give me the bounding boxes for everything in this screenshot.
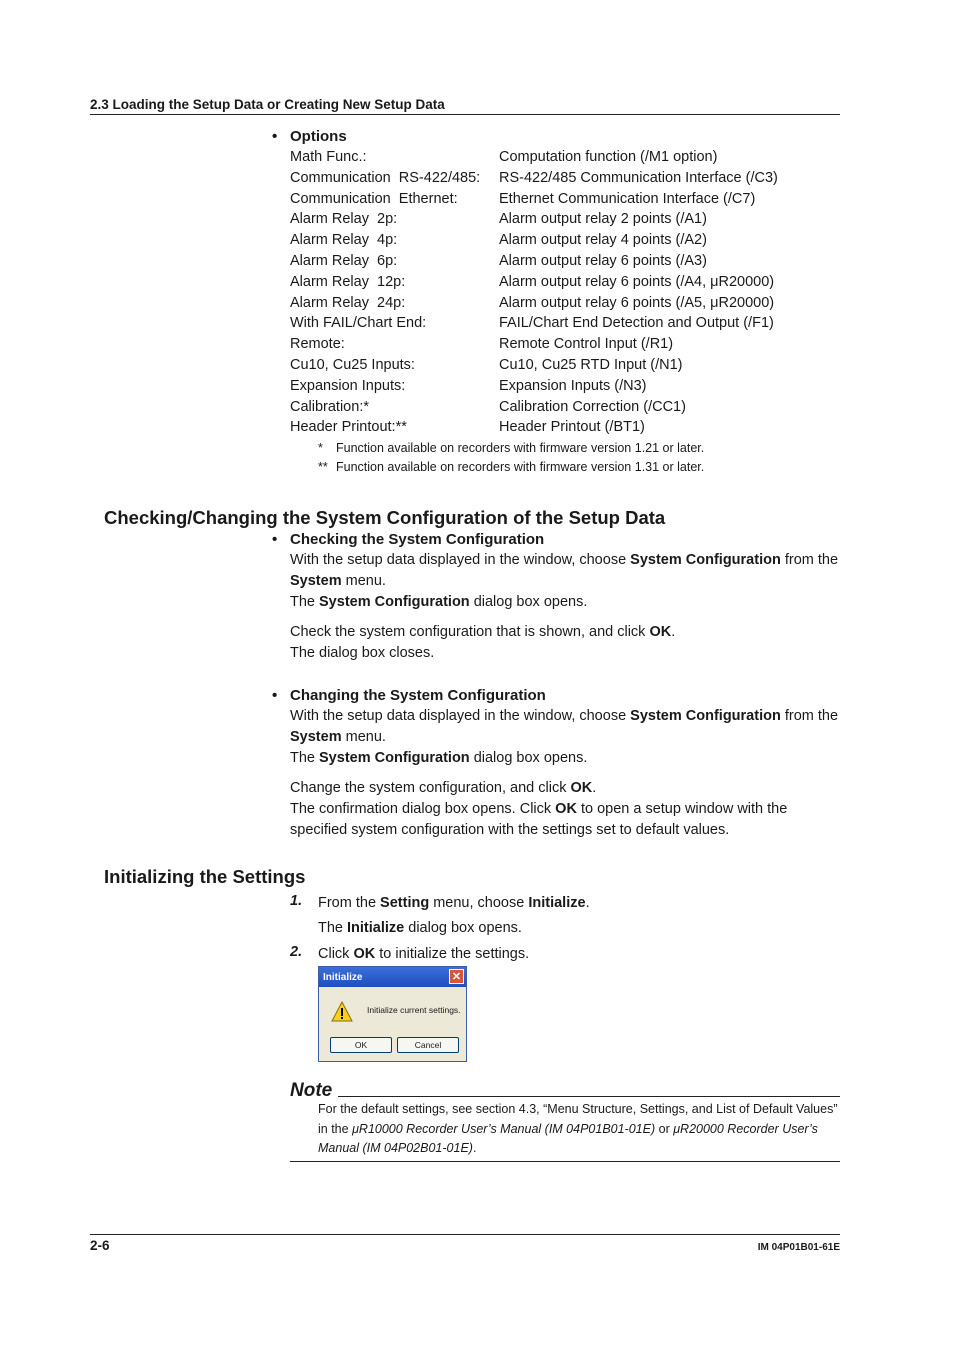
option-label: Alarm Relay 6p: — [290, 252, 398, 269]
option-label: Alarm Relay 24p: — [290, 294, 406, 311]
option-value: RS-422/485 Communication Interface (/C3) — [499, 169, 778, 186]
option-value: Alarm output relay 6 points (/A5, μR20000) — [499, 294, 775, 311]
footnote — [318, 439, 704, 458]
step-2-text: Click OK to initialize the settings. — [318, 946, 530, 962]
page-number: 2-6 — [90, 1238, 110, 1253]
checking-paragraph-2: Check the system configuration that is shown, and click OK. The dialog box closes. — [290, 624, 676, 661]
option-label: Alarm Relay 4p: — [290, 232, 398, 249]
option-label: Alarm Relay 12p: — [290, 273, 406, 290]
options-row — [290, 147, 778, 168]
options-row — [290, 272, 778, 293]
options-row — [290, 417, 778, 438]
note-body: For the default settings, see section 4.3, “Menu Structure, Settings, and List of Default Values” in the μR10000 Recorder User’s Manual (IM 04P01B01-01E) or μR20000 Recorder User’s Manual (IM 04P02B01-01E). — [318, 1102, 838, 1155]
dialog-message: Initialize current settings. — [367, 1005, 461, 1015]
changing-paragraph-1: With the setup data displayed in the window, choose System Configuration from the System menu. The System Configuration dialog box opens. — [290, 708, 839, 766]
dialog-title-bar — [319, 967, 466, 987]
footer-rule — [90, 1234, 840, 1235]
options-heading: • Options — [272, 128, 347, 145]
option-label: With FAIL/Chart End: — [290, 315, 427, 332]
options-footnotes — [318, 439, 704, 477]
step-1-text: From the Setting menu, choose Initialize. — [318, 895, 590, 911]
options-row — [290, 355, 778, 376]
close-icon[interactable]: ✕ — [449, 969, 464, 984]
option-value: Alarm output relay 6 points (/A4, μR20000) — [499, 273, 775, 290]
option-label: Math Func.: — [290, 149, 367, 165]
option-value: Alarm output relay 2 points (/A1) — [499, 211, 707, 228]
note-top-rule — [338, 1096, 840, 1097]
option-value: Cu10, Cu25 RTD Input (/N1) — [499, 356, 683, 373]
options-row — [290, 293, 778, 314]
document-id: IM 04P01B01-61E — [757, 1242, 840, 1253]
footnote-text: Function available on recorders with firmware version 1.31 or later. — [336, 460, 705, 474]
options-row — [290, 376, 778, 397]
option-label: Remote: — [290, 336, 345, 353]
option-value: Expansion Inputs (/N3) — [499, 377, 647, 394]
option-value: Alarm output relay 4 points (/A2) — [499, 232, 707, 249]
options-row — [290, 189, 778, 210]
options-row — [290, 397, 778, 418]
option-label: Calibration:* — [290, 398, 369, 415]
ok-button[interactable]: OK — [330, 1037, 392, 1053]
note-title: Note — [290, 1080, 333, 1101]
option-value: FAIL/Chart End Detection and Output (/F1) — [499, 315, 774, 332]
options-row — [290, 313, 778, 334]
option-label: Alarm Relay 2p: — [290, 211, 398, 228]
footnote — [318, 458, 704, 477]
options-row — [290, 334, 778, 355]
footnote-text: Function available on recorders with firmware version 1.21 or later. — [336, 441, 705, 455]
option-value: Calibration Correction (/CC1) — [499, 398, 686, 415]
option-label: Header Printout:** — [290, 419, 407, 436]
option-label: Communication RS-422/485: — [290, 169, 481, 186]
cancel-button[interactable]: Cancel — [397, 1037, 459, 1053]
option-value: Header Printout (/BT1) — [499, 419, 645, 436]
options-row — [290, 251, 778, 272]
changing-heading: • Changing the System Configuration — [272, 687, 546, 704]
options-row — [290, 209, 778, 230]
changing-paragraph-2: Change the system configuration, and click OK. The confirmation dialog box opens. Click OK to open a setup window with the specified system configuration with the settings set to default values. — [290, 780, 788, 838]
option-value: Ethernet Communication Interface (/C7) — [499, 190, 756, 207]
option-value: Computation function (/M1 option) — [499, 149, 718, 165]
note-bottom-rule — [290, 1161, 840, 1162]
options-row — [290, 168, 778, 189]
step-2-number: 2. — [290, 944, 303, 960]
dialog-title: Initialize — [323, 971, 363, 983]
checking-heading: • Checking the System Configuration — [272, 531, 545, 548]
option-value: Alarm output relay 6 points (/A3) — [499, 252, 707, 269]
footnote-mark: ** — [318, 460, 328, 474]
warning-icon — [331, 1001, 353, 1023]
initialize-dialog — [318, 966, 467, 1062]
step-1-result: The Initialize dialog box opens. — [318, 920, 522, 936]
step-1-number: 1. — [290, 893, 303, 909]
options-table — [290, 147, 778, 438]
option-value: Remote Control Input (/R1) — [499, 336, 674, 353]
section-title-initializing: Initializing the Settings — [104, 866, 306, 887]
running-head: 2.3 Loading the Setup Data or Creating New Setup Data — [90, 97, 840, 115]
option-label: Communication Ethernet: — [290, 190, 458, 207]
section-title-system-configuration: Checking/Changing the System Configuration of the Setup Data — [104, 507, 666, 528]
footnote-mark: * — [318, 441, 323, 455]
options-row — [290, 230, 778, 251]
option-label: Cu10, Cu25 Inputs: — [290, 356, 415, 373]
checking-paragraph-1: With the setup data displayed in the window, choose System Configuration from the System menu. The System Configuration dialog box opens. — [290, 552, 839, 610]
option-label: Expansion Inputs: — [290, 377, 406, 394]
